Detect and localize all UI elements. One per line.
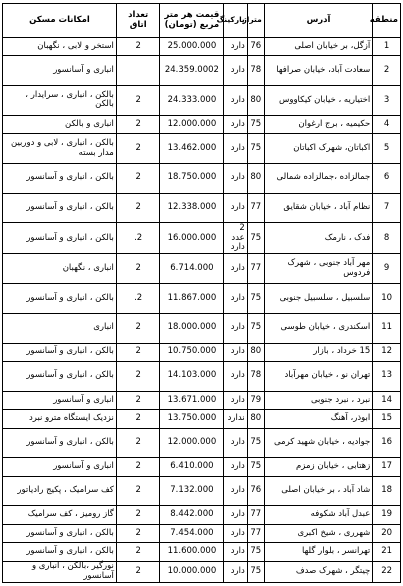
cell-rooms: 2: [116, 410, 160, 428]
cell-region: 19: [373, 506, 401, 524]
header-area: متراژ: [247, 4, 264, 38]
cell-address: آزگل، بر خیابان اصلی: [264, 38, 373, 56]
table-row: [3, 361, 401, 391]
cell-parking: دارد: [224, 313, 247, 343]
cell-amenities: بالکن ، انباری ، سرایدار ، بالکن: [3, 86, 117, 116]
cell-address: جمالزاده ،جمالزاده شمالی: [264, 163, 373, 193]
cell-rooms: 2: [116, 193, 160, 223]
cell-parking: دارد: [224, 506, 247, 524]
table-row: [3, 343, 401, 361]
cell-price: 24.359.0002: [160, 56, 224, 86]
cell-rooms: 2: [116, 361, 160, 391]
cell-price: 10.750.000: [160, 343, 224, 361]
cell-area: 78: [247, 56, 264, 86]
cell-rooms: 2: [116, 391, 160, 409]
cell-rooms: 2: [116, 38, 160, 56]
cell-address: تهرانسر ، بلوار گلها: [264, 543, 373, 561]
table-row: [3, 134, 401, 164]
cell-amenities: نورگیر ،بالکن ، انباری و آسانسور: [3, 561, 117, 582]
cell-price: 8.442.000: [160, 506, 224, 524]
cell-price: 6.714.000: [160, 254, 224, 284]
table-row: [3, 561, 401, 582]
cell-price: 7.454.000: [160, 524, 224, 542]
cell-amenities: نزدیک ایستگاه مترو نبرد: [3, 410, 117, 428]
cell-price: 13.671.000: [160, 391, 224, 409]
cell-parking: دارد: [224, 38, 247, 56]
cell-rooms: 2: [116, 313, 160, 343]
cell-address: تهران نو ، خیابان مهرآباد: [264, 361, 373, 391]
cell-area: 78: [247, 361, 264, 391]
housing-table: [2, 3, 401, 583]
cell-rooms: 2: [116, 163, 160, 193]
cell-address: سلسبیل ، سلسبیل جنوبی: [264, 284, 373, 314]
cell-rooms: 2: [116, 543, 160, 561]
cell-address: نظام آباد ، خیابان شقایق: [264, 193, 373, 223]
cell-price: 18.750.000: [160, 163, 224, 193]
cell-rooms: 2: [116, 524, 160, 542]
cell-parking: دارد: [224, 134, 247, 164]
cell-amenities: بالکن ، انباری و آسانسور: [3, 361, 117, 391]
cell-address: شهرری ، شیخ اکبری: [264, 524, 373, 542]
cell-price: 12.000.000: [160, 115, 224, 133]
cell-region: 17: [373, 458, 401, 476]
cell-amenities: بالکن ، انباری و آسانسور: [3, 193, 117, 223]
header-address: آدرس: [264, 4, 373, 38]
cell-amenities: بالکن ، انباری و آسانسور: [3, 428, 117, 458]
cell-region: 3: [373, 86, 401, 116]
cell-address: زهتابی ، خیابان زمزم: [264, 458, 373, 476]
cell-amenities: بالکن ، انباری و آسانسور: [3, 284, 117, 314]
cell-area: 80: [247, 343, 264, 361]
cell-rooms: 2: [116, 115, 160, 133]
cell-rooms: 2: [116, 134, 160, 164]
cell-amenities: بالکن ، انباری و آسانسور: [3, 343, 117, 361]
cell-price: 12.338.000: [160, 193, 224, 223]
cell-area: 75: [247, 313, 264, 343]
table-row: [3, 524, 401, 542]
cell-rooms: 2: [116, 476, 160, 506]
cell-parking: دارد: [224, 115, 247, 133]
cell-address: مهر آباد جنوبی ، شهرک فردوس: [264, 254, 373, 284]
cell-parking: دارد: [224, 56, 247, 86]
cell-area: 75: [247, 134, 264, 164]
cell-area: 75: [247, 561, 264, 582]
cell-area: 75: [247, 543, 264, 561]
cell-rooms: 2: [116, 458, 160, 476]
cell-area: 75: [247, 428, 264, 458]
cell-area: 77: [247, 506, 264, 524]
table-row: [3, 543, 401, 561]
cell-address: جوادیه ، خیابان شهید کرمی: [264, 428, 373, 458]
cell-address: چیتگر ، شهرک صدف: [264, 561, 373, 582]
cell-price: 24.333.000: [160, 86, 224, 116]
table-row: [3, 313, 401, 343]
cell-region: 7: [373, 193, 401, 223]
cell-price: 10.000.000: [160, 561, 224, 582]
table-row: [3, 254, 401, 284]
table-row: [3, 163, 401, 193]
cell-parking: دارد: [224, 543, 247, 561]
header-rooms: تعداد اتاق: [116, 4, 160, 38]
cell-region: 15: [373, 410, 401, 428]
cell-address: اکباتان، شهرک اکباتان: [264, 134, 373, 164]
table-row: [3, 38, 401, 56]
cell-parking: دارد: [224, 86, 247, 116]
cell-area: 77: [247, 254, 264, 284]
cell-amenities: انباری و آسانسور: [3, 391, 117, 409]
cell-amenities: انباری: [3, 313, 117, 343]
cell-region: 11: [373, 313, 401, 343]
cell-parking: دارد: [224, 343, 247, 361]
cell-address: اختیاریه ، خیابان کیکاووس: [264, 86, 373, 116]
cell-region: 16: [373, 428, 401, 458]
cell-area: 76: [247, 38, 264, 56]
table-row: [3, 86, 401, 116]
cell-parking: دارد: [224, 284, 247, 314]
cell-area: 77: [247, 524, 264, 542]
cell-area: 75: [247, 115, 264, 133]
cell-parking: دارد: [224, 361, 247, 391]
cell-rooms: 2: [116, 561, 160, 582]
cell-rooms: 2: [116, 86, 160, 116]
cell-amenities: انباری و بالکن: [3, 115, 117, 133]
table-row: [3, 56, 401, 86]
cell-region: 1: [373, 38, 401, 56]
cell-rooms: .2: [116, 223, 160, 254]
cell-rooms: .2: [116, 284, 160, 314]
table-row: [3, 506, 401, 524]
table-row: [3, 223, 401, 254]
cell-parking: دارد: [224, 193, 247, 223]
header-region: منطقه: [373, 4, 401, 38]
cell-parking: دارد: [224, 163, 247, 193]
cell-parking: دارد: [224, 254, 247, 284]
table-row: [3, 115, 401, 133]
cell-parking: 2 عدد دارد: [224, 223, 247, 254]
cell-address: ابوذر، آهنگ: [264, 410, 373, 428]
cell-amenities: بالکن ، انباری و آسانسور: [3, 223, 117, 254]
cell-price: 7.132.000: [160, 476, 224, 506]
cell-address: 15 خرداد ، بازار: [264, 343, 373, 361]
cell-parking: دارد: [224, 476, 247, 506]
cell-region: 13: [373, 361, 401, 391]
table-body: [3, 38, 401, 583]
cell-price: 12.000.000: [160, 428, 224, 458]
cell-amenities: انباری و آسانسور: [3, 458, 117, 476]
cell-amenities: گاز رومیز ، کف سرامیک: [3, 506, 117, 524]
cell-price: 13.750.000: [160, 410, 224, 428]
cell-price: 16.000.000: [160, 223, 224, 254]
cell-amenities: کف سرامیک ، پکیج رادیاتور: [3, 476, 117, 506]
cell-price: 11.867.000: [160, 284, 224, 314]
cell-price: 14.103.000: [160, 361, 224, 391]
cell-address: فدک ، نارمک: [264, 223, 373, 254]
cell-region: 21: [373, 543, 401, 561]
cell-amenities: بالکن ، انباری و آسانسور: [3, 543, 117, 561]
table-row: [3, 458, 401, 476]
cell-amenities: انباری ، نگهبان: [3, 254, 117, 284]
cell-rooms: [116, 56, 160, 86]
cell-region: 5: [373, 134, 401, 164]
cell-rooms: 2: [116, 254, 160, 284]
cell-amenities: استخر و لابی ، نگهبان: [3, 38, 117, 56]
cell-address: حکیمیه ، برج ارغوان: [264, 115, 373, 133]
cell-parking: دارد: [224, 524, 247, 542]
table-header-row: [3, 4, 401, 38]
cell-area: 76: [247, 476, 264, 506]
cell-region: 6: [373, 163, 401, 193]
cell-rooms: 2: [116, 506, 160, 524]
cell-region: 4: [373, 115, 401, 133]
cell-parking: دارد: [224, 561, 247, 582]
cell-address: شاد آباد ، بر خیابان اصلی: [264, 476, 373, 506]
cell-price: 18.000.000: [160, 313, 224, 343]
cell-price: 25.000.000: [160, 38, 224, 56]
table-row: [3, 193, 401, 223]
table-row: [3, 410, 401, 428]
cell-area: 79: [247, 391, 264, 409]
cell-area: 75: [247, 223, 264, 254]
cell-region: 22: [373, 561, 401, 582]
table-row: [3, 284, 401, 314]
cell-amenities: بالکن ، انباری و آسانسور: [3, 163, 117, 193]
cell-area: 80: [247, 86, 264, 116]
header-price: قیمت هر متر مربع (تومان): [160, 4, 224, 38]
cell-parking: دارد: [224, 458, 247, 476]
header-parking: پارکینگ: [224, 4, 247, 38]
cell-area: 75: [247, 284, 264, 314]
cell-price: 6.410.000: [160, 458, 224, 476]
table-row: [3, 428, 401, 458]
cell-region: 14: [373, 391, 401, 409]
cell-parking: دارد: [224, 391, 247, 409]
cell-region: 9: [373, 254, 401, 284]
cell-area: 75: [247, 458, 264, 476]
cell-price: 13.462.000: [160, 134, 224, 164]
cell-parking: ندارد: [224, 410, 247, 428]
cell-region: 8: [373, 223, 401, 254]
table-row: [3, 391, 401, 409]
cell-address: اسکندری ، خیابان طوسی: [264, 313, 373, 343]
cell-rooms: 2: [116, 428, 160, 458]
cell-address: نبرد ، نبرد جنوبی: [264, 391, 373, 409]
cell-region: 12: [373, 343, 401, 361]
cell-region: 20: [373, 524, 401, 542]
cell-area: 80: [247, 410, 264, 428]
cell-area: 80: [247, 163, 264, 193]
cell-address: سعادت آباد، خیابان صرافها: [264, 56, 373, 86]
cell-amenities: بالکن ، انباری و آسانسور: [3, 524, 117, 542]
cell-rooms: 2: [116, 343, 160, 361]
cell-address: عبدل آباد شکوفه: [264, 506, 373, 524]
header-amenities: امکانات مسکن: [3, 4, 117, 38]
cell-amenities: بالکن ، انباری ، لابی و دوربین مدار بسته: [3, 134, 117, 164]
cell-area: 77: [247, 193, 264, 223]
cell-region: 2: [373, 56, 401, 86]
cell-region: 10: [373, 284, 401, 314]
cell-parking: دارد: [224, 428, 247, 458]
table-row: [3, 476, 401, 506]
cell-price: 11.600.000: [160, 543, 224, 561]
cell-amenities: انباری و آسانسور: [3, 56, 117, 86]
cell-region: 18: [373, 476, 401, 506]
